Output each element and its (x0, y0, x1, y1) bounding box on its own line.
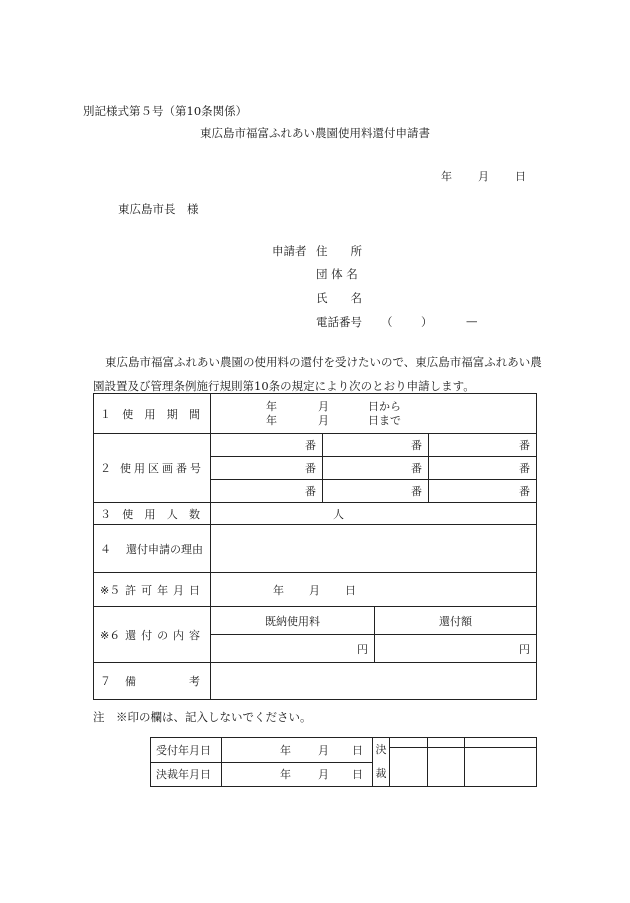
document-title: 東広島市福富ふれあい農園使用料還付申請書 (200, 126, 430, 140)
refund-amount-header: 還付額 (375, 607, 537, 635)
received-date-row (151, 738, 537, 763)
permission-date-label: ※５ 許 可 年 月 日 (94, 573, 211, 607)
statement-line-2: 園設置及び管理条例施行規則第10条の規定により次のとおり申請します。 (93, 379, 475, 393)
row-refund-content (94, 607, 537, 635)
user-count-label: ３ 使 用 人 数 (94, 503, 211, 525)
applicant-name-field[interactable]: 氏 名 (316, 291, 362, 305)
approval-stamp-box[interactable] (390, 738, 428, 787)
plot-number-cell[interactable]: 番 (323, 480, 429, 503)
refund-reason-input[interactable] (211, 525, 537, 573)
applicant-address-field[interactable]: 住 所 (316, 244, 362, 258)
phone-dash: — (466, 314, 478, 328)
applicant-phone-field[interactable]: 電話番号 (316, 315, 362, 329)
plot-number-cell[interactable]: 番 (211, 434, 323, 457)
decision-label: 決 裁 (373, 738, 390, 787)
row-plot-numbers (94, 434, 537, 457)
row-permission-date (94, 573, 537, 607)
plot-number-cell[interactable]: 番 (429, 480, 537, 503)
permission-date-input[interactable]: 年 月 日 (211, 573, 537, 607)
date-day-label: 日 (515, 170, 526, 183)
row-remarks (94, 663, 537, 700)
application-form-table (93, 393, 537, 700)
statement-line-1: 東広島市福富ふれあい農園の使用料の還付を受けたいので、東広島市福富ふれあい農 (105, 355, 542, 369)
note-text: 注 ※印の欄は、記入しないでください。 (93, 710, 312, 724)
applicant-group-field[interactable]: 団 体 名 (316, 267, 358, 281)
decided-date-input[interactable]: 年 月 日 (222, 762, 373, 787)
plot-number-cell[interactable]: 番 (323, 457, 429, 480)
received-date-input[interactable]: 年 月 日 (222, 738, 373, 763)
date-month-label: 月 (478, 170, 489, 183)
plot-number-cell[interactable]: 番 (211, 480, 323, 503)
usage-period-input[interactable]: 年 月 日から 年 月 日まで (211, 394, 537, 434)
date-year-label: 年 (441, 170, 452, 183)
plot-number-cell[interactable]: 番 (323, 434, 429, 457)
row-refund-reason (94, 525, 537, 573)
refund-amount-input[interactable]: 円 (375, 635, 537, 663)
approval-stamp-box[interactable] (465, 738, 537, 787)
plot-number-cell[interactable]: 番 (429, 457, 537, 480)
plot-number-cell[interactable]: 番 (211, 457, 323, 480)
form-number-label: 別記様式第５号（第10条関係） (83, 104, 248, 118)
phone-paren-close: ） (421, 315, 433, 329)
remarks-label: ７ 備 考 (94, 663, 211, 700)
received-date-label: 受付年月日 (151, 738, 222, 763)
user-count-input[interactable]: 人 (211, 503, 537, 525)
office-use-table (150, 737, 537, 787)
remarks-input[interactable] (211, 663, 537, 700)
application-date (441, 168, 526, 184)
plot-number-label: ２ 使用区画番号 (94, 434, 211, 503)
addressee: 東広島市長 様 (118, 202, 199, 216)
row-user-count (94, 503, 537, 525)
phone-paren-open: （ (381, 315, 393, 329)
approval-stamp-box[interactable] (428, 738, 465, 787)
refund-content-label: ※６ 還 付 の 内 容 (94, 607, 211, 663)
usage-period-label: １ 使 用 期 間 (94, 394, 211, 434)
plot-number-cell[interactable]: 番 (429, 434, 537, 457)
paid-fee-header: 既納使用料 (211, 607, 375, 635)
application-statement (93, 350, 553, 398)
row-usage-period (94, 394, 537, 434)
refund-reason-label: ４ 還付申請の理由 (94, 525, 211, 573)
decided-date-label: 決裁年月日 (151, 762, 222, 787)
applicant-label: 申請者 (272, 244, 307, 258)
paid-fee-input[interactable]: 円 (211, 635, 375, 663)
